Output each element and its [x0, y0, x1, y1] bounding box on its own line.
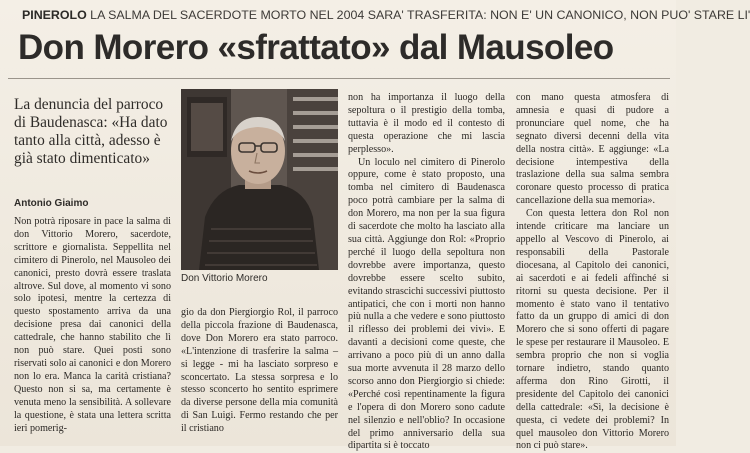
text-column-4 — [516, 92, 669, 453]
text-column-3 — [348, 92, 505, 453]
paragraph: non ha importanza il luogo della sepoltura o il prestigio della tomba, tuttavia è il modo ed il contesto di questa operazione che mi lascia perplesso». — [348, 92, 505, 155]
paragraph: Non potrà riposare in pace la salma di don Vittorio Morero, sacerdote, scrittore e giornalista. Seppellita nel cimitero di Pinerolo, nel Mausoleo dei canonici, presto dovrà essere traslata altrove. Sul dove, al momento vi sono solo ipotesi, mentre la certezza di questo spostamento arriva da una decisione presa dai canonici della cattedrale, che hanno stabilito che lì non può stare. Quei posti sono riservati solo ai canonici e don Morero non lo era. Manca la carità cristiana? Questo non si sa, ma certamente è venuta meno la sensibilità. A sollevare la questione, è stata una lettera scritta ieri pomerig- — [14, 216, 171, 434]
paragraph: con mano questa atmosfera di amnesia e quasi di pudore a pronunciare quel nome, che ha segnato diversi decenni della vita della nostra città». E aggiunge: «La decisione intempestiva della traslazione della sua salma sembra coronare questo processo di pratica cancellazione della sua memoria». — [516, 92, 669, 207]
photo-caption: Don Vittorio Morero — [181, 273, 268, 284]
kicker-city: PINEROLO — [22, 8, 87, 22]
paragraph: Con questa lettera don Rol non intende criticare ma lanciare un appello al Vescovo di Pinerolo, ai responsabili della Pastorale diocesana, al Capitolo dei canonici, ai sacerdoti e ai fedeli affinché si ritorni su questa decisione. Per il momento è stato vano il tentativo fatto da un gruppo di amici di don Morero che si sono offerti di pagare le spese per restaurare il Mausoleo. E sembra proprio che non si voglia tornare indietro, stando quanto afferma don Rino Girotti, il presidente del Capitolo dei canonici della cattedrale: «Sì, la decisione è questa, ci vedete dei problemi? In quel mausoleo don Vittorio Morero non ci può stare». — [516, 208, 669, 452]
headline-rule — [8, 78, 670, 79]
kicker-text: LA SALMA DEL SACERDOTE MORTO NEL 2004 SARA' TRASFERITA: NON E' UN CANONICO, NON PUO' STARE LI' — [90, 8, 750, 22]
deck: La denuncia del parroco di Baudenasca: «Ha dato tanto alla città, adesso è già stato dimenticato» — [14, 96, 168, 167]
photo-don-vittorio-morero — [181, 89, 338, 270]
byline: Antonio Giaimo — [14, 198, 89, 209]
headline: Don Morero «sfrattato» dal Mausoleo — [18, 28, 614, 67]
text-column-1 — [14, 216, 171, 435]
kicker — [22, 7, 750, 23]
paragraph: Un loculo nel cimitero di Pinerolo oppure, come è stato proposto, una tomba nel cimitero di Baudenasca poco potrà cambiare per la salma di don Morero, ma non per la sua figura di sacerdote che molto ha lasciato alla sua città. Aggiunge don Rol: «Proprio perché il luogo della sepoltura non dovrebbe avere importanza, questo dovrebbe essere scelto subito, evitando strascichi successivi piuttosto antipatici, che con i morti non hanno più nulla a che vedere e sono piuttosto il riflesso dei problemi dei vivi». E davanti a decisioni come queste, che arrivano a poco più di un anno dalla sua morte avvenuta il 28 marzo dello scorso anno don Piergiorgio si chiede: «Perché così repentinamente la figura e l'opera di don Morero sono cadute nel silenzio e nell'oblio? In occasione del primo anniversario della sua dipartita si è toccato — [348, 156, 505, 452]
paragraph: gio da don Piergiorgio Rol, il parroco della piccola frazione di Baudenasca, dove Don Morero era stato parroco. «L'intenzione di trasferire la salma – si legge - mi ha lasciato sorpreso e sconcertato. La stessa sorpresa e lo stesso sconcerto ho sentito esprimere da diverse persone della mia comunità di San Luigi. Fermo restando che per il cristiano — [181, 307, 338, 435]
text-column-2 — [181, 307, 338, 436]
